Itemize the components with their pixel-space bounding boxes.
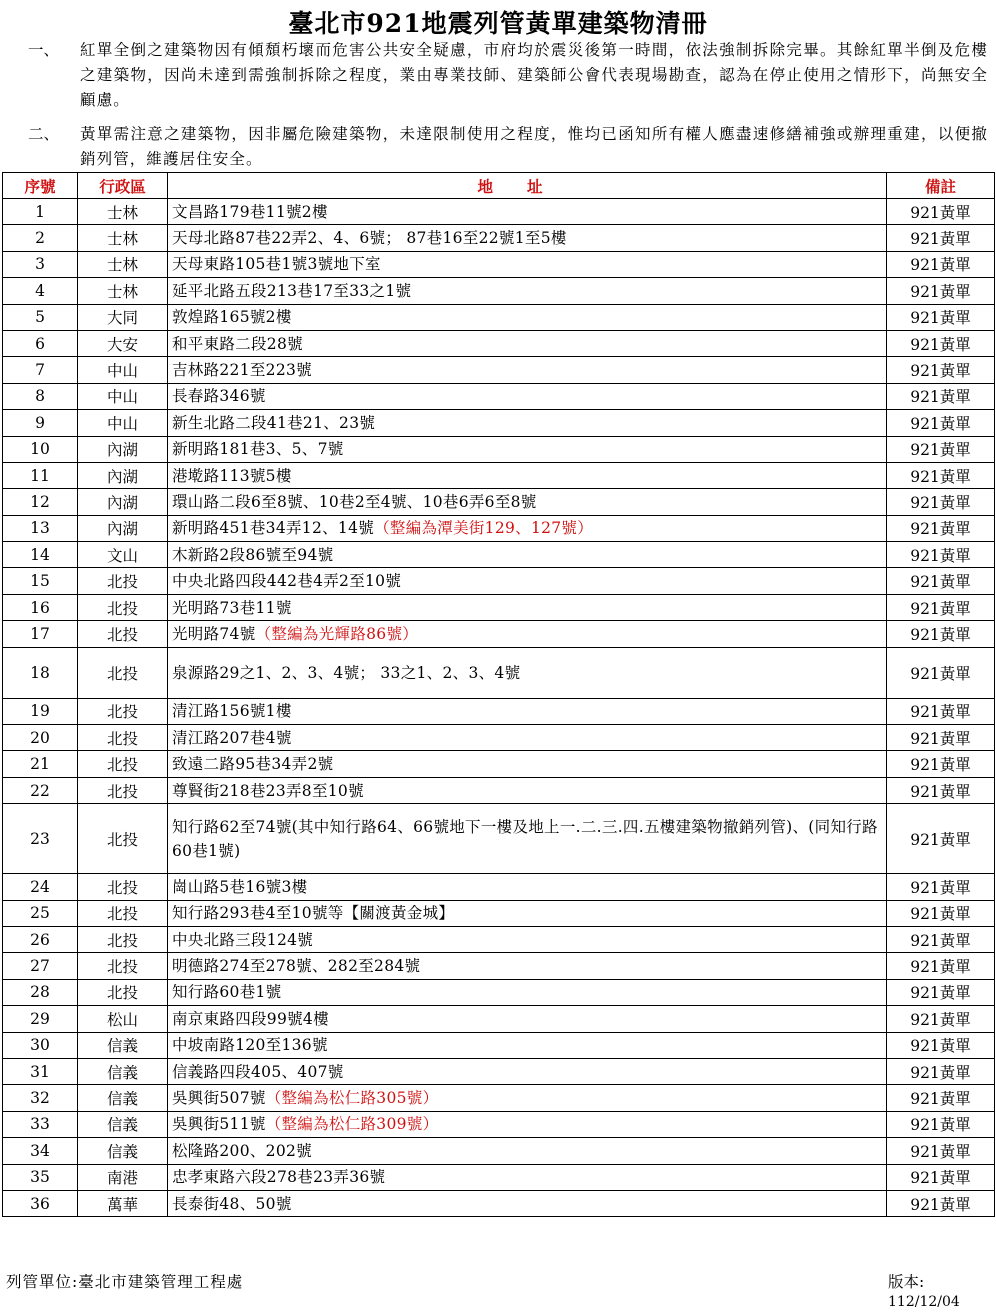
table-row [3,1190,995,1216]
table-row [3,436,995,462]
row-address: 中央北路三段124號 [172,930,314,949]
row-district: 南港 [78,1164,168,1190]
row-serial-number: 6 [3,330,78,356]
row-address: 天母北路87巷22弄2、4、6號； 87巷16至22號1至5樓 [172,229,567,248]
row-serial-number: 18 [3,647,78,698]
row-serial-number: 32 [3,1085,78,1111]
row-address-cell [168,725,887,751]
row-remark: 921黃單 [887,357,995,383]
row-serial-number: 25 [3,900,78,926]
row-remark: 921黃單 [887,1058,995,1084]
row-address: 忠孝東路六段278巷23弄36號 [172,1168,386,1187]
row-serial-number: 28 [3,979,78,1005]
row-remark: 921黃單 [887,647,995,698]
building-list-table [2,172,995,1217]
row-serial-number: 15 [3,568,78,594]
table-row [3,926,995,952]
row-address: 敦煌路165號2樓 [172,308,292,327]
row-serial-number: 36 [3,1190,78,1216]
row-address-cell [168,568,887,594]
row-address-cell [168,330,887,356]
row-address-cell [168,436,887,462]
row-address-cell [168,621,887,647]
row-address: 尊賢街218巷23弄8至10號 [172,781,364,800]
row-address-cell [168,410,887,436]
row-remark: 921黃單 [887,1006,995,1032]
row-address-cell [168,594,887,620]
row-address-cell [168,751,887,777]
row-remark: 921黃單 [887,926,995,952]
row-serial-number: 33 [3,1111,78,1137]
row-remark: 921黃單 [887,568,995,594]
row-serial-number: 12 [3,489,78,515]
table-row [3,900,995,926]
row-remark: 921黃單 [887,725,995,751]
table-row [3,489,995,515]
row-address-cell [168,278,887,304]
table-row [3,804,995,874]
row-address-cell [168,953,887,979]
row-district: 士林 [78,199,168,225]
row-address: 長泰街48、50號 [172,1194,292,1213]
table-row [3,1085,995,1111]
table-row [3,542,995,568]
row-address-cell [168,1085,887,1111]
row-address: 崗山路5巷16號3樓 [172,877,308,896]
table-row [3,1006,995,1032]
header-serial-number: 序號 [3,173,78,199]
row-serial-number: 23 [3,804,78,874]
row-district: 信義 [78,1138,168,1164]
row-district: 中山 [78,383,168,409]
row-serial-number: 10 [3,436,78,462]
row-remark: 921黃單 [887,330,995,356]
row-remark: 921黃單 [887,410,995,436]
row-remark: 921黃單 [887,462,995,488]
row-address-cell [168,199,887,225]
row-remark: 921黃單 [887,1032,995,1058]
row-address-cell [168,926,887,952]
row-district: 北投 [78,926,168,952]
row-district: 北投 [78,698,168,724]
version-date: 112/12/04 [888,1294,960,1310]
row-district: 北投 [78,751,168,777]
row-serial-number: 27 [3,953,78,979]
table-row [3,647,995,698]
row-serial-number: 20 [3,725,78,751]
row-remark: 921黃單 [887,436,995,462]
row-address: 長春路346號 [172,387,266,406]
row-district: 內湖 [78,489,168,515]
note-1-number: 一、 [28,41,60,59]
row-remark: 921黃單 [887,225,995,251]
row-serial-number: 31 [3,1058,78,1084]
table-row [3,594,995,620]
row-district: 士林 [78,251,168,277]
row-remark: 921黃單 [887,278,995,304]
row-address-cell [168,804,887,874]
note-2-number: 二、 [28,125,60,143]
row-remark: 921黃單 [887,621,995,647]
row-renumbered-note: （整編為松仁路309號） [265,1115,439,1134]
table-row [3,874,995,900]
row-serial-number: 26 [3,926,78,952]
row-address: 吳興街507號 [172,1089,266,1108]
table-row [3,1058,995,1084]
row-serial-number: 13 [3,515,78,541]
row-remark: 921黃單 [887,515,995,541]
row-serial-number: 11 [3,462,78,488]
row-district: 中山 [78,357,168,383]
row-district: 北投 [78,568,168,594]
row-address: 泉源路29之1、2、3、4號； 33之1、2、3、4號 [172,663,521,682]
row-serial-number: 30 [3,1032,78,1058]
row-remark: 921黃單 [887,489,995,515]
row-district: 信義 [78,1085,168,1111]
row-district: 北投 [78,900,168,926]
row-address: 清江路207巷4號 [172,728,292,747]
row-serial-number: 1 [3,199,78,225]
row-address: 木新路2段86號至94號 [172,545,334,564]
table-row [3,199,995,225]
row-serial-number: 14 [3,542,78,568]
header-district: 行政區 [78,173,168,199]
row-address-cell [168,489,887,515]
row-district: 信義 [78,1111,168,1137]
row-district: 北投 [78,874,168,900]
row-remark: 921黃單 [887,199,995,225]
row-address: 吳興街511號 [172,1115,266,1134]
row-serial-number: 3 [3,251,78,277]
row-address: 知行路62至74號(其中知行路64、66號地下一樓及地上一.二.三.四.五樓建築物撤銷列管)、(同知行路60巷1號) [172,817,878,860]
table-row [3,1164,995,1190]
row-address: 知行路60巷1號 [172,983,282,1002]
row-district: 內湖 [78,515,168,541]
row-address: 光明路74號 [172,624,256,643]
row-district: 北投 [78,621,168,647]
table-row [3,515,995,541]
row-address-cell [168,1032,887,1058]
row-remark: 921黃單 [887,804,995,874]
row-district: 北投 [78,979,168,1005]
row-remark: 921黃單 [887,542,995,568]
row-address-cell [168,1058,887,1084]
row-district: 內湖 [78,462,168,488]
row-address: 港墘路113號5樓 [172,466,292,485]
row-address: 和平東路二段28號 [172,334,303,353]
row-district: 北投 [78,953,168,979]
row-remark: 921黃單 [887,900,995,926]
table-row [3,1138,995,1164]
row-district: 大同 [78,304,168,330]
row-remark: 921黃單 [887,953,995,979]
row-remark: 921黃單 [887,594,995,620]
table-row [3,225,995,251]
row-address-cell [168,874,887,900]
row-address: 信義路四段405、407號 [172,1062,344,1081]
row-district: 內湖 [78,436,168,462]
row-address-cell [168,383,887,409]
row-address-cell [168,357,887,383]
row-address-cell [168,1164,887,1190]
row-serial-number: 34 [3,1138,78,1164]
row-district: 萬華 [78,1190,168,1216]
row-address: 南京東路四段99號4樓 [172,1009,329,1028]
row-address-cell [168,698,887,724]
supervising-unit: 列管單位:臺北市建築管理工程處 [6,1273,244,1291]
row-address-cell [168,251,887,277]
header-remark: 備註 [887,173,995,199]
row-address-cell [168,1111,887,1137]
row-remark: 921黃單 [887,1164,995,1190]
row-address-cell [168,777,887,803]
row-remark: 921黃單 [887,698,995,724]
row-address-cell [168,515,887,541]
table-row [3,698,995,724]
table-header-row [3,173,995,199]
row-address-cell [168,1138,887,1164]
note-2 [28,122,988,172]
version-label: 版本: [888,1273,925,1291]
row-serial-number: 8 [3,383,78,409]
row-district: 士林 [78,225,168,251]
row-remark: 921黃單 [887,1111,995,1137]
row-district: 信義 [78,1058,168,1084]
note-2-text: 黃單需注意之建築物，因非屬危險建築物，未達限制使用之程度，惟均已函知所有權人應盡速修繕補強或辦理重建，以便撤銷列管，維護居住安全。 [80,125,988,168]
row-address-cell [168,542,887,568]
table-row [3,410,995,436]
table-row [3,751,995,777]
row-address: 光明路73巷11號 [172,598,292,617]
row-serial-number: 2 [3,225,78,251]
row-district: 士林 [78,278,168,304]
row-serial-number: 17 [3,621,78,647]
row-remark: 921黃單 [887,251,995,277]
row-serial-number: 5 [3,304,78,330]
row-serial-number: 9 [3,410,78,436]
row-district: 北投 [78,804,168,874]
row-address-cell [168,1006,887,1032]
row-district: 大安 [78,330,168,356]
row-address: 環山路二段6至8號、10巷2至4號、10巷6弄6至8號 [172,492,537,511]
table-row [3,278,995,304]
table-row [3,777,995,803]
row-address: 吉林路221至223號 [172,361,312,380]
table-row [3,621,995,647]
table-row [3,251,995,277]
row-renumbered-note: （整編為松仁路305號） [265,1089,439,1108]
note-1-text: 紅單全倒之建築物因有傾頹朽壞而危害公共安全疑慮，市府均於震災後第一時間，依法強制拆除完畢。其餘紅單半倒及危樓之建築物，因尚未達到需強制拆除之程度，業由專業技師、建築師公會代表現場勘查，認為在停止使用之情形下，尚無安全顧慮。 [80,41,988,109]
row-serial-number: 21 [3,751,78,777]
row-address-cell [168,1190,887,1216]
table-row [3,1032,995,1058]
row-address: 知行路293巷4至10號等【關渡黃金城】 [172,904,455,923]
table-row [3,357,995,383]
row-remark: 921黃單 [887,1138,995,1164]
row-address: 松隆路200、202號 [172,1141,312,1160]
note-1 [28,38,988,113]
row-renumbered-note: （整編為潭美街129、127號） [374,519,594,538]
row-serial-number: 19 [3,698,78,724]
row-remark: 921黃單 [887,304,995,330]
row-remark: 921黃單 [887,874,995,900]
row-serial-number: 4 [3,278,78,304]
row-address-cell [168,304,887,330]
row-serial-number: 22 [3,777,78,803]
row-remark: 921黃單 [887,1085,995,1111]
row-remark: 921黃單 [887,979,995,1005]
row-address: 新生北路二段41巷21、23號 [172,413,376,432]
row-address: 新明路181巷3、5、7號 [172,440,344,459]
row-district: 松山 [78,1006,168,1032]
row-address: 中坡南路120至136號 [172,1036,328,1055]
row-address: 明德路274至278號、282至284號 [172,957,421,976]
document-title: 臺北市921地震列管黃單建築物清冊 [288,9,708,38]
row-remark: 921黃單 [887,777,995,803]
table-row [3,330,995,356]
table-row [3,462,995,488]
row-district: 北投 [78,777,168,803]
row-remark: 921黃單 [887,383,995,409]
row-address: 新明路451巷34弄12、14號 [172,519,375,538]
row-address: 致遠二路95巷34弄2號 [172,755,334,774]
row-serial-number: 7 [3,357,78,383]
row-address: 延平北路五段213巷17至33之1號 [172,281,412,300]
row-serial-number: 35 [3,1164,78,1190]
table-row [3,568,995,594]
row-address-cell [168,225,887,251]
header-address: 地址 [168,173,887,199]
row-district: 中山 [78,410,168,436]
row-address-cell [168,462,887,488]
row-address: 文昌路179巷11號2樓 [172,202,328,221]
row-address-cell [168,647,887,698]
row-serial-number: 16 [3,594,78,620]
table-row [3,304,995,330]
row-renumbered-note: （整編為光輝路86號） [255,624,419,643]
row-address: 中央北路四段442巷4弄2至10號 [172,572,402,591]
table-row [3,1111,995,1137]
table-row [3,725,995,751]
row-district: 北投 [78,647,168,698]
table-row [3,953,995,979]
row-address: 天母東路105巷1號3號地下室 [172,255,381,274]
row-serial-number: 29 [3,1006,78,1032]
row-serial-number: 24 [3,874,78,900]
row-remark: 921黃單 [887,1190,995,1216]
row-district: 北投 [78,725,168,751]
row-district: 信義 [78,1032,168,1058]
table-row [3,979,995,1005]
row-address: 清江路156號1樓 [172,702,292,721]
row-address-cell [168,900,887,926]
row-district: 北投 [78,594,168,620]
row-remark: 921黃單 [887,751,995,777]
table-row [3,383,995,409]
row-address-cell [168,979,887,1005]
row-district: 文山 [78,542,168,568]
